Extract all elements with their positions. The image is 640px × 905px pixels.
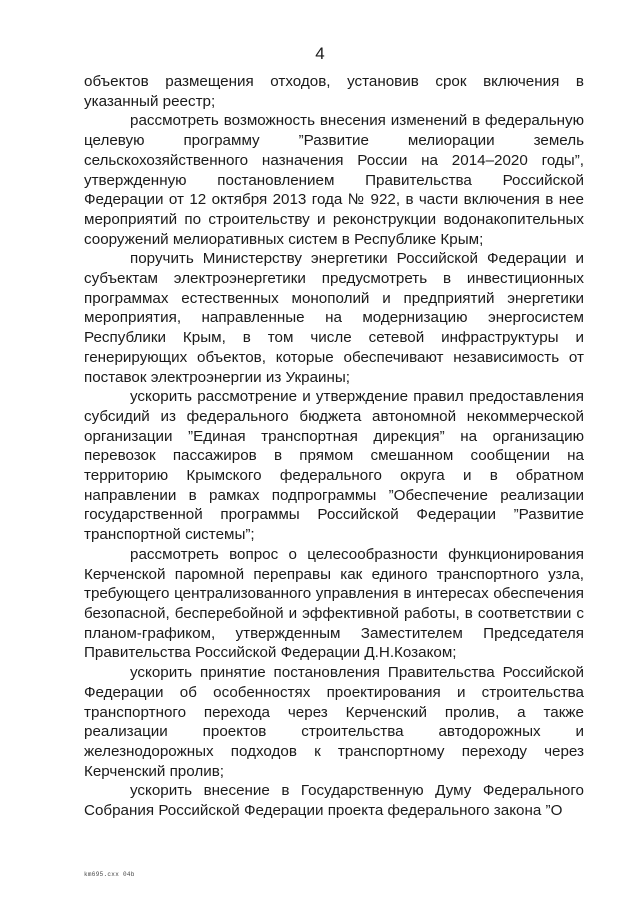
paragraph-subsidies: ускорить рассмотрение и утверждение правил предоставления субсидий из федерального бюджета автономной некоммерческой организации ”Единая транспортная дирекция” на организацию перевозок пассажиров в прямом смешанном сообщении на территорию Крымского федерального округа и в обратном направлении в рамках подпрограммы ”Обеспечение реализации государственной программы Российской Федерации ”Развитие транспортной системы”; (84, 388, 584, 544)
paragraph-kerch-bridge: ускорить принятие постановления Правительства Российской Федерации об особенностях проектирования и строительства транспортного перехода через Керченский пролив, а также реализации проектов строительства автодорожных и железнодорожных подходов к транспортному переходу через Керченский пролив; (84, 664, 584, 780)
paragraph-melioration: рассмотреть возможность внесения изменений в федеральную целевую программу ”Развитие мелиорации земель сельскохозяйственного назначения России на 2014–2020 годы”, утвержденную постановлением Правительства Российской Федерации от 12 октября 2013 года № 922, в части включения в нее мероприятий по строительству и реконструкции водонакопительных сооружений мелиоративных систем в Республике Крым; (84, 112, 584, 248)
document-body (84, 72, 584, 821)
paragraph-ferry: рассмотреть вопрос о целесообразности функционирования Керченской паромной переправы как единого транспортного узла, требующего централизованного управления в интересах обеспечения безопасной, бесперебойной и эффективной работы, в соответствии с планом-графиком, утвержденным Заместителем Председателя Правительства Российской Федерации Д.Н.Козаком; (84, 545, 584, 662)
paragraph-energy: поручить Министерству энергетики Российской Федерации и субъектам электроэнергетики предусмотреть в инвестиционных программах естественных монополий и предприятий энергетики мероприятия, направленные на модернизацию энергосистем Республики Крым, в том числе сетевой инфраструктуры и генерирующих объектов, которые обеспечивают независимость от поставок электроэнергии из Украины; (84, 250, 584, 386)
footer-code: km695.cxx 04b (84, 871, 135, 878)
paragraph-continuation: объектов размещения отходов, установив срок включения в указанный реестр; (84, 73, 584, 110)
paragraph-federal-law: ускорить внесение в Государственную Думу Федерального Собрания Российской Федерации проекта федерального закона ”О (84, 782, 584, 820)
page-number: 4 (315, 44, 325, 63)
